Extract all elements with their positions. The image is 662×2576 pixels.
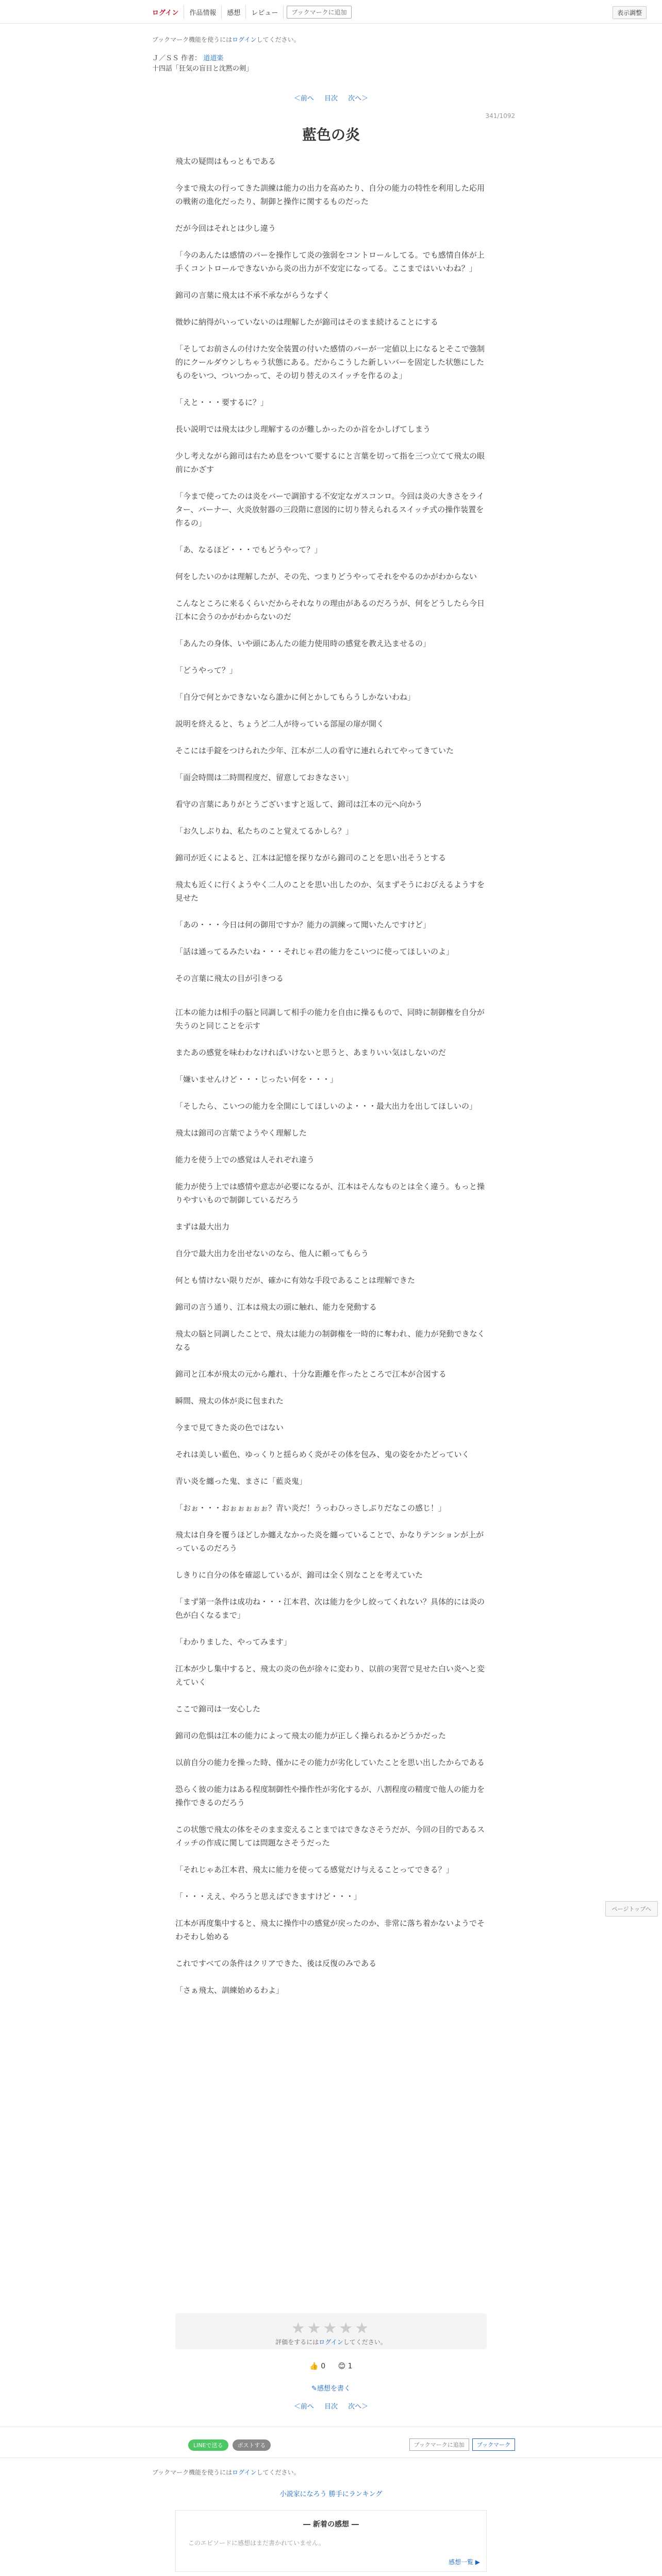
toc-link-bottom[interactable]: 目次 (324, 2403, 338, 2411)
next-link[interactable]: 次へ＞ (348, 95, 369, 103)
note-login-link[interactable]: ログイン (232, 36, 257, 43)
rating-note-suffix: してください。 (343, 2338, 387, 2346)
novel-paragraph: 何とも情けない限りだが、確かに有効な手段であることは理解できた (175, 1276, 416, 1285)
novel-paragraph: 錦司の言う通り、江本は飛太の頭に触れ、能力を発動する (175, 1302, 377, 1312)
ranking-link[interactable]: 小説家になろう 勝手にランキング (279, 2490, 383, 2498)
novel-paragraph: 「自分で何とかできないなら誰かに何とかしてもらうしかないわね」 (175, 692, 416, 702)
novel-paragraph: 「さぁ飛太、訓練始めるわよ」 (175, 1986, 284, 1995)
novel-paragraph: 「今まで使ってたのは炎をバーで調節する不安定なガスコンロ。今回は炎の大きさをライター、バーナー、火炎放射器の三段階に意図的に切り替えられるスイッチ式の操作装置を作るの」 (175, 492, 484, 528)
reactions (0, 2362, 662, 2370)
novel-paragraph: 今まで見てきた炎の色ではない (175, 1423, 284, 1432)
header-bookmark-button[interactable]: ブックマークに追加 (287, 6, 351, 19)
novel-paragraph: それは美しい藍色、ゆっくりと揺らめく炎がその体を包み、鬼の姿をかたどっていく (175, 1450, 470, 1459)
impressions-box (175, 2510, 487, 2572)
work-info-link[interactable]: 作品情報 (184, 5, 222, 19)
novel-paragraph: 飛太も近くに行くようやく二人のことを思い出したのか、気まずそうにおびえるようすを見せた (175, 880, 485, 903)
note-bottom-suffix: してください。 (256, 2469, 300, 2476)
novel-paragraph: 微妙に納得がいっていないのは理解したが錦司はそのまま続けることにする (175, 317, 439, 327)
novel-paragraph: またあの感覚を味わわなければいけないと思うと、あまりいい気はしないのだ (175, 1048, 446, 1057)
novel-paragraph: 「あんたの身体、いや頭にあんたの能力使用時の感覚を教え込ませるの」 (175, 639, 431, 648)
header-nav (147, 5, 352, 19)
bookmark-row (409, 2438, 515, 2451)
novel-paragraph: 説明を終えると、ちょうど二人が待っている部屋の扉が開く (175, 719, 385, 728)
novel-paragraph: 「おぉ・・・おぉぉぉぉぉ？青い炎だ！うっわひっさしぶりだなこの感じ！」 (175, 1503, 446, 1513)
impressions-title: ― 新着の感想 ― (303, 2520, 359, 2529)
novel-paragraph: 「面会時間は二時間程度だ、留意しておきなさい」 (175, 773, 354, 782)
rating-login-link[interactable]: ログイン (319, 2338, 343, 2346)
impressions-empty: このエピソードに感想はまだ書かれていません。 (188, 2539, 325, 2547)
novel-paragraph: 「わかりました、やってみます」 (175, 1637, 292, 1647)
novel-paragraph: 「お久しぶりね、私たちのこと覚えてるかしら？」 (175, 826, 354, 836)
novel-paragraph: 「あ、なるほど・・・でもどうやって？」 (175, 545, 322, 554)
novel-paragraph: 飛太の疑問はもっともである (175, 157, 276, 166)
rating-stars[interactable]: ★★★★★ (291, 2319, 371, 2337)
novel-paragraph: 青い炎を纏った鬼、まさに「藍炎鬼」 (175, 1477, 307, 1486)
novel-paragraph: 「あの・・・今日は何の御用ですか？能力の訓練って聞いたんですけど」 (175, 920, 431, 929)
note-text: ブックマーク機能を使うには (152, 36, 233, 43)
novel-paragraph: この状態で飛太の体をそのまま変えることまではできなさそうだが、今回の目的であるスイッチの作成に関しては問題なさそうだった (175, 1825, 485, 1848)
novel-paragraph: 何をしたいのかは理解したが、その先、つまりどうやってそれをやるのかがわからない (175, 572, 477, 581)
novel-paragraph: 江本の能力は相手の脳と同調して相手の能力を自由に操るもので、同時に制御権を自分が失うのと同じことを示す (175, 1008, 485, 1030)
impressions-all-link[interactable]: 感想一覧 ▶ (448, 2558, 480, 2566)
novel-paragraph: 江本が少し集中すると、飛太の炎の色が徐々に変わり、以前の実習で見せた白い炎へと変えていく (175, 1664, 485, 1687)
note-bottom-text: ブックマーク機能を使うには (152, 2469, 233, 2476)
novel-paragraph: 今まで飛太の行ってきた訓練は能力の出力を高めたり、自分の能力の特性を利用した応用の戦術の進化だったり、制御と操作に関するものだった (175, 183, 485, 206)
novel-paragraph: これですべての条件はクリアできた、後は反復のみである (175, 1959, 377, 1968)
share-row (188, 2439, 271, 2451)
novel-paragraph: 瞬間、飛太の体が炎に包まれた (175, 1396, 284, 1405)
novel-paragraph: 「それじゃあ江本君、飛太に能力を使ってる感覚だけ与えることってできる？」 (175, 1865, 454, 1874)
novel-paragraph: 恐らく彼の能力はある程度制御性や操作性が劣化するが、八割程度の精度で他人の能力を操作できるのだろう (175, 1785, 485, 1807)
novel-paragraph: 「そしてお前さんの付けた安全装置の付いた感情のバーが一定値以上になるとそこで強制的にクールダウンしちゃう状態にある。だからこうした新しいバーを固定した状態にしたものをいつ、ついつかって、その切り替えのスイッチを作るのよ」 (175, 344, 485, 380)
page-number: 341/1092 (485, 112, 515, 120)
novel-paragraph: そこには手錠をつけられた少年、江本が二人の看守に連れられてやってきていた (175, 746, 454, 755)
novel-paragraph: 錦司の危惧は江本の能力によって飛太の能力が正しく操られるかどうかだった (175, 1731, 446, 1740)
rating-box (175, 2313, 487, 2349)
page-top-button[interactable]: ページトップへ (605, 1901, 658, 1917)
novel-paragraph: 少し考えながら錦司は右ため息をついて要するにと言葉を切って指を三つ立てて飛太の眼前にかざす (175, 451, 485, 474)
post-share-button[interactable]: ポストする (233, 2439, 271, 2451)
login-link[interactable]: ログイン (147, 5, 184, 19)
author-link[interactable]: 道道楽 (203, 55, 224, 62)
novel-paragraph: 「えと・・・要するに？」 (175, 398, 269, 407)
chapter-title: 藍色の炎 (302, 126, 360, 143)
novel-paragraph: 能力を使う上での感覚は人それぞれ違う (175, 1155, 315, 1164)
episode-subtitle: 十四話「狂気の盲目と沈黙の剣」 (152, 65, 253, 73)
series-title-link[interactable]: Ｊ／ＳＳ (152, 55, 179, 62)
pager-top (0, 93, 662, 103)
site-header (0, 0, 662, 24)
display-settings-button[interactable]: 表示調整 (613, 6, 647, 19)
author-label: 作者： (181, 55, 202, 62)
novel-paragraph: 錦司と江本が飛太の元から離れ、十分な距離を作ったところで江本が合図する (175, 1369, 446, 1379)
novel-paragraph: しきりに自分の体を確認しているが、錦司は全く別なことを考えていた (175, 1570, 423, 1580)
novel-paragraph: 「話は通ってるみたいね・・・それじゃ君の能力をこいつに使ってほしいのよ」 (175, 947, 454, 956)
novel-paragraph: 「そしたら、こいつの能力を全開にしてほしいのよ・・・最大出力を出してほしいの」 (175, 1101, 477, 1111)
novel-paragraph: 江本が再度集中すると、飛太に操作中の感覚が戻ったのか、非常に落ち着かないようでそわそわし始める (175, 1919, 485, 1941)
series-info (152, 54, 253, 74)
add-bookmark-button[interactable]: ブックマークに追加 (409, 2438, 469, 2451)
novel-paragraph: だが今回はそれとは少し違う (175, 224, 276, 233)
novel-paragraph: 飛太は錦司の言葉でようやく理解した (175, 1128, 307, 1138)
pager-bottom (0, 2401, 662, 2411)
novel-paragraph: その言葉に飛太の目が引きつる (175, 974, 284, 983)
note-bottom-login-link[interactable]: ログイン (232, 2469, 257, 2476)
bookmark-button[interactable]: ブックマーク (472, 2438, 515, 2451)
novel-paragraph: 錦司の言葉に飛太は不承不承ながらうなずく (175, 291, 330, 300)
write-impression-link[interactable]: ✎感想を書く (311, 2385, 351, 2393)
bookmark-login-note-bottom (152, 2468, 300, 2477)
novel-paragraph: 看守の言葉にありがとうございますと返して、錦司は江本の元へ向かう (175, 800, 423, 809)
novel-paragraph: こんなところに来るくらいだからそれなりの理由があるのだろうが、何をどうしたら今日江本に会うのかがわからないのだ (175, 599, 485, 621)
novel-paragraph: 飛太の脳と同調したことで、飛太は能力の制御権を一時的に奪われ、能力が発動できなくなる (175, 1329, 485, 1352)
novel-paragraph: 飛太は自身を覆うほどしか纏えなかった炎を纏っていることで、かなりテンションが上がっているのだろう (175, 1530, 484, 1553)
novel-paragraph: 「今のあんたは感情のバーを操作して炎の強弱をコントロールしてる。でも感情自体が上手くコントロールできないから炎の出力が不安定になってる。ここまではいいわね？」 (175, 250, 485, 273)
note-text-suffix: してください。 (256, 36, 300, 43)
impressions-link[interactable]: 感想 (222, 5, 246, 19)
novel-paragraph: 錦司が近くによると、江本は記憶を探りながら錦司のことを思い出そうとする (175, 853, 446, 862)
rating-login-note (175, 2337, 487, 2346)
review-link[interactable]: レビュー (246, 5, 284, 19)
next-link-bottom[interactable]: 次へ＞ (348, 2403, 369, 2411)
like-reaction[interactable]: 👍 0 (309, 2362, 326, 2370)
prev-link[interactable]: ＜前へ (293, 95, 314, 103)
rating-note-text: 評価をするには (275, 2338, 319, 2346)
novel-paragraph: 以前自分の能力を操った時、僅かにその能力が劣化していたことを思い出したからである (175, 1758, 485, 1767)
smile-reaction[interactable]: 😊 1 (338, 2362, 353, 2370)
novel-paragraph: 長い説明では飛太は少し理解するのが難しかったのか首をかしげてしまう (175, 425, 431, 434)
toc-link[interactable]: 目次 (324, 95, 338, 103)
line-share-button[interactable]: LINEで送る (188, 2439, 228, 2451)
novel-paragraph: 「どうやって？」 (175, 666, 238, 675)
bookmark-login-note (152, 35, 300, 44)
novel-paragraph: 能力が使う上では感情や意志が必要になるが、江本はそんなものとは全く違う。もっと操りやすいもので制御しているだろう (175, 1182, 485, 1205)
novel-paragraph: まずは最大出力 (175, 1222, 230, 1231)
novel-paragraph: 「・・・ええ、やろうと思えばできますけど・・・」 (175, 1892, 361, 1901)
prev-link-bottom[interactable]: ＜前へ (293, 2403, 314, 2411)
novel-body (175, 155, 487, 2010)
novel-paragraph: 「まず第一条件は成功ね・・・江本君、次は能力を少し絞ってくれない？具体的には炎の色が白くなるまで」 (175, 1597, 485, 1620)
novel-paragraph: ここで錦司は一安心した (175, 1704, 261, 1714)
novel-paragraph: 自分で最大出力を出せないのなら、他人に頼ってもらう (175, 1249, 369, 1258)
novel-paragraph: 「嫌いませんけど・・・じったい何を・・・」 (175, 1075, 338, 1084)
